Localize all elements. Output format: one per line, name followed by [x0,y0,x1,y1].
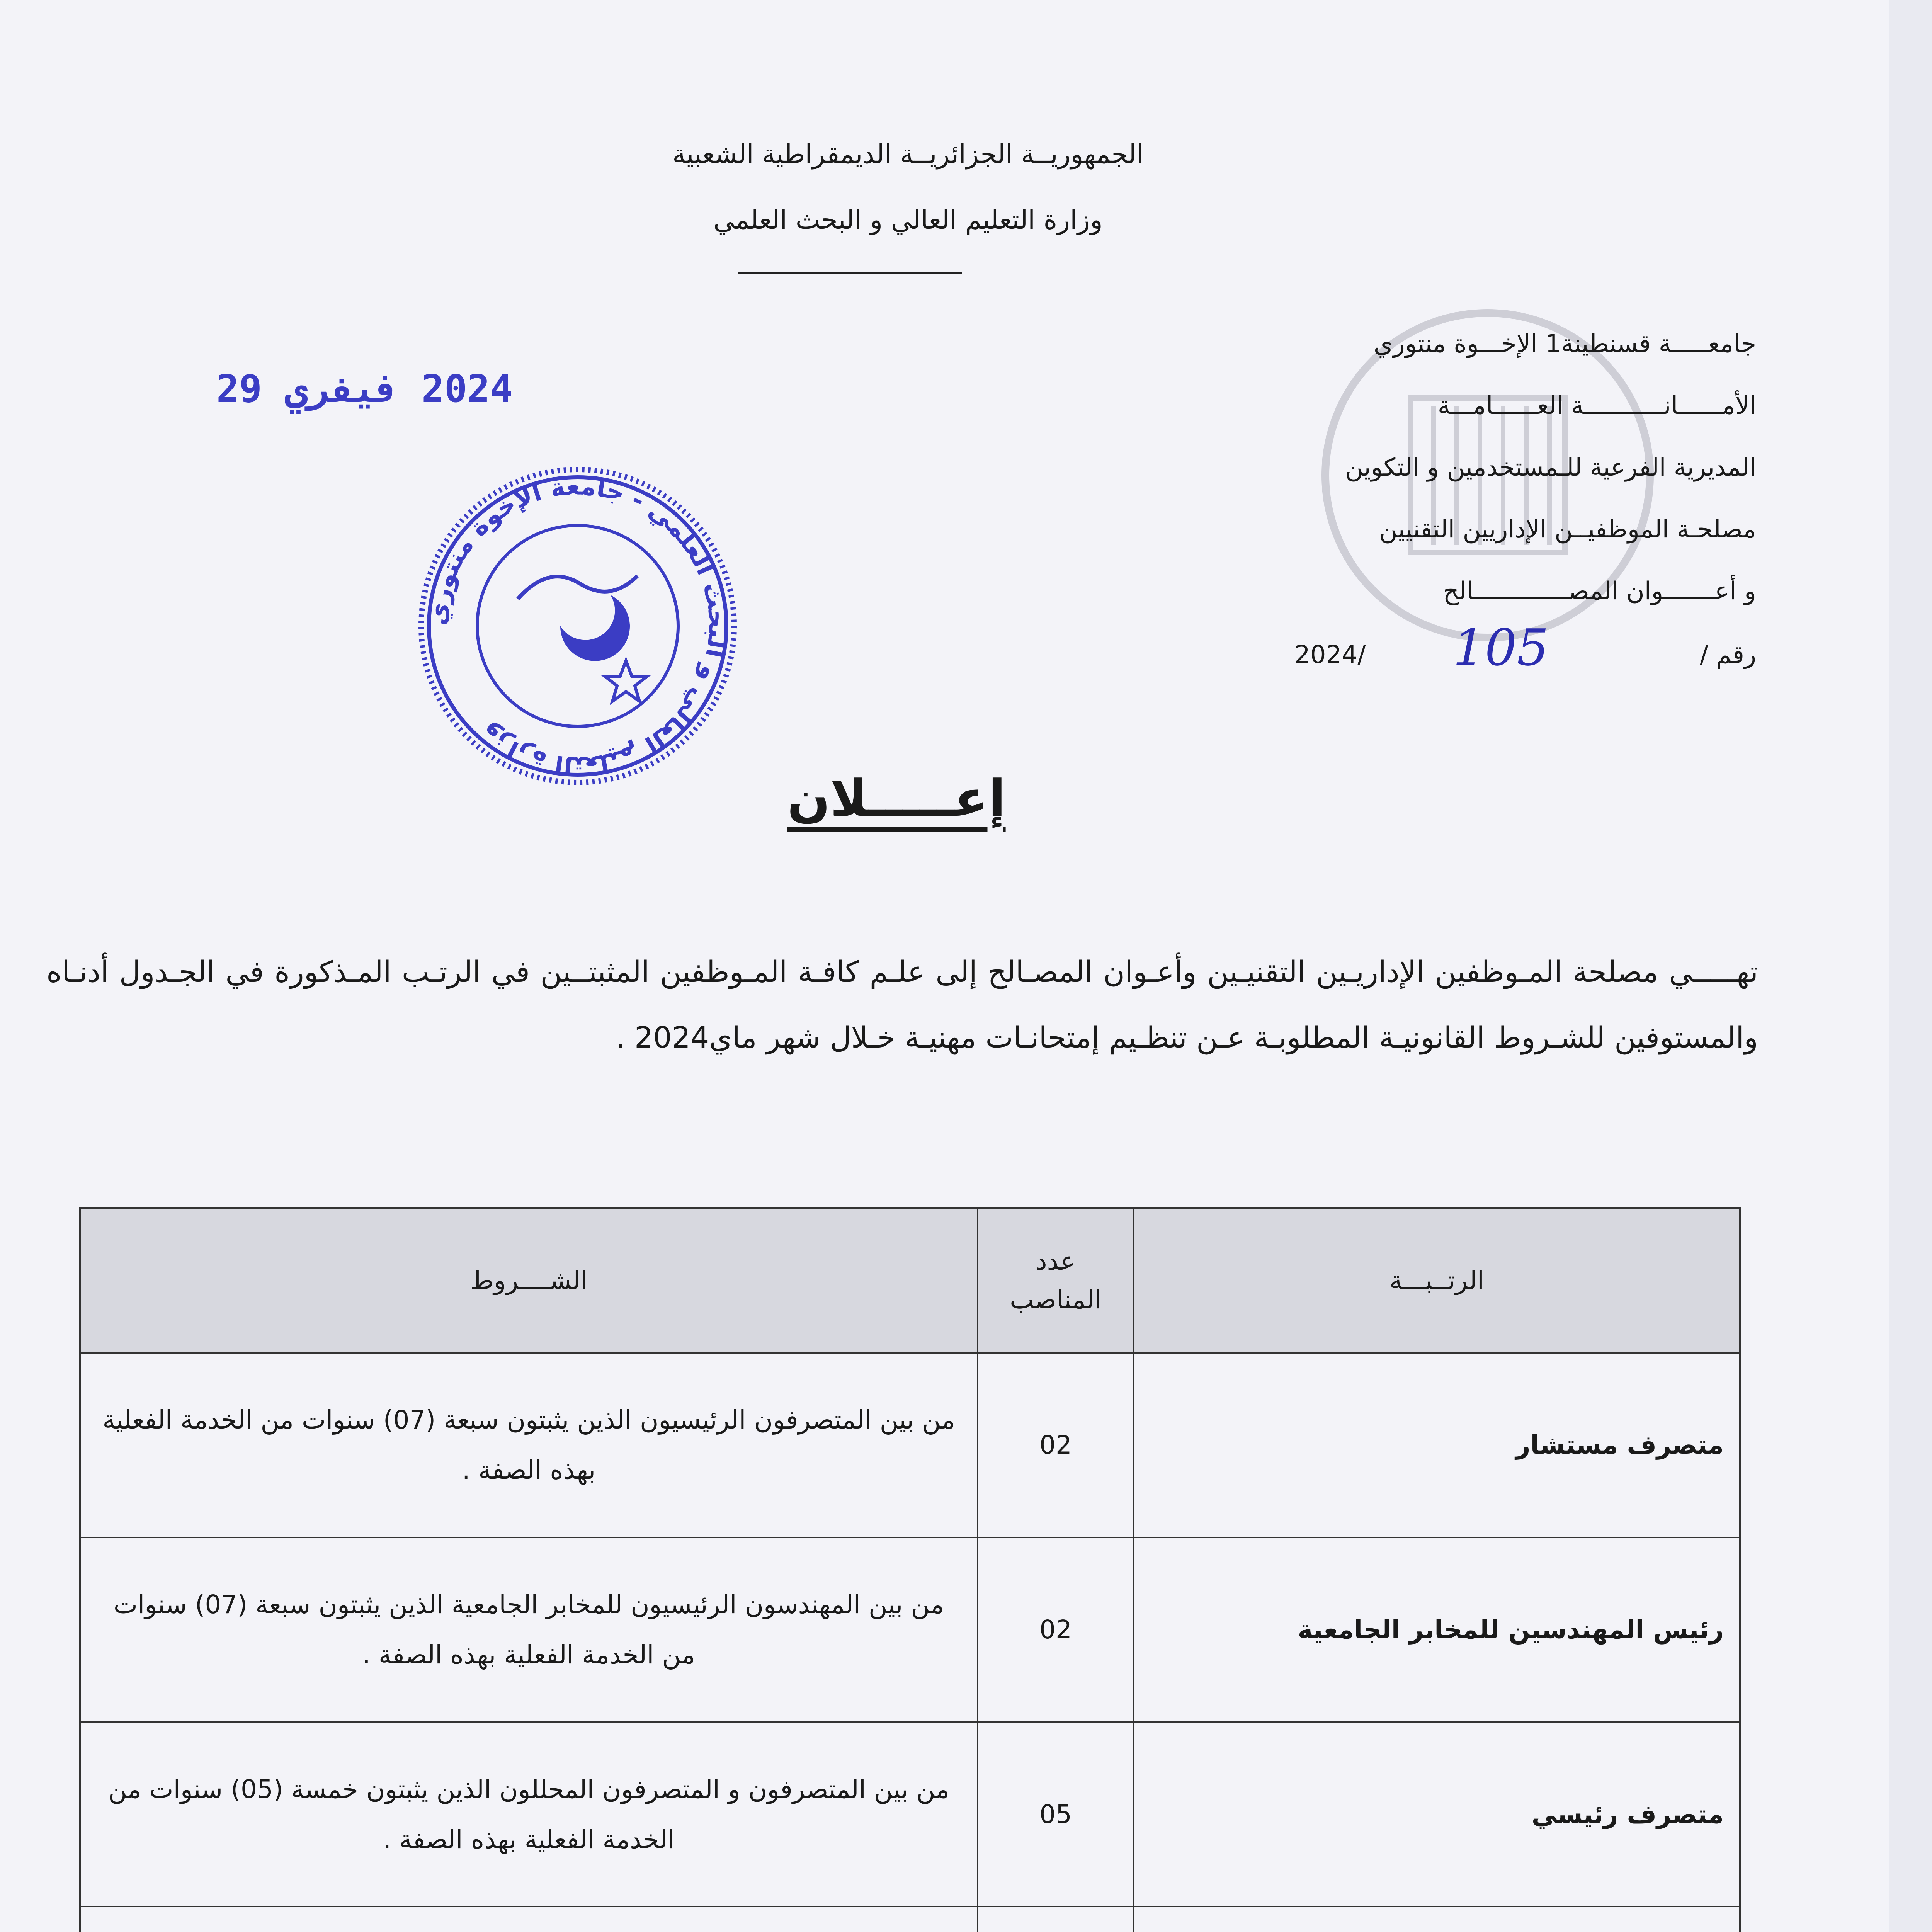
table-row [80,1353,1740,1537]
handwritten-number: 105 [1453,618,1549,677]
ref-general-secretariat: الأمــــــانـــــــــــة العــــــامـــة [1437,391,1756,420]
ref-year: 2024/ [1294,641,1366,669]
rank-cell [1134,1906,1740,1932]
ref-service: مصلحـة الموظفيــن الإداريين التقنيين [1379,515,1756,544]
table-row [80,1537,1740,1722]
conditions-cell: من بين المتصرفون الرئيسيون الذين يثبتون سبعة (07) سنوات من الخدمة الفعلية بهذه الصفة . [80,1353,978,1537]
conditions-cell: من بين المتصرفون و المتصرفون المحللون الذين يثبتون خمسة (05) سنوات من الخدمة الفعلية بهذه الصفة . [80,1722,978,1907]
posts-cell [978,1906,1134,1932]
official-seal [410,460,746,792]
rank-cell: متصرف رئيسي [1134,1722,1740,1907]
ref-service-cont: و أعـــــــوان المصـــــــــــــالح [1443,577,1756,605]
header-posts: عدد المناصب [978,1208,1134,1353]
header-conditions: الشــــروط [80,1208,978,1353]
conditions-cell [80,1906,978,1932]
announcement-title: إعـــــلان [787,769,1006,828]
republic-heading: الجمهوريــة الجزائريــة الديمقراطية الشعبية [672,139,1144,170]
table-row [80,1722,1740,1907]
posts-cell: 05 [978,1722,1134,1907]
ministry-heading: وزارة التعليم العالي و البحث العلمي [713,205,1103,235]
table-header-row [80,1208,1740,1353]
svg-text:وزارة التعليم العالي و البحث ا [423,472,732,780]
table-row [80,1906,1740,1932]
announcement-body: تهـــــي مصلحة المـوظفين الإداريـين التقنيـين وأعـوان المصـالح إلى علـم كافـة المـوظفين المثبتــين في الرتـب المـذكورة في الجـدول أدنـاه والمستوفين للشـروط القانونيـة المطلوبـة عـن تنظـيم إمتحانـات مهنيـة خـلال شهر ماي2024 . [46,954,1758,1054]
rank-cell: متصرف مستشار [1134,1353,1740,1537]
posts-cell: 02 [978,1353,1134,1537]
heading-divider [738,272,962,274]
ref-number-label: رقم / [1700,641,1756,669]
date-stamp: 2024 فيفري 29 [216,367,513,411]
posts-cell: 02 [978,1537,1134,1722]
header-rank: الرتــبـــة [1134,1208,1740,1353]
ref-university: جامعـــــة قسنطينة1 الإخـــوة منتوري [1373,330,1756,358]
conditions-cell: من بين المهندسون الرئيسيون للمخابر الجامعية الذين يثبتون سبعة (07) سنوات من الخدمة الفعلية بهذه الصفة . [80,1537,978,1722]
seal-text: وزارة التعليم العالي و البحث العلمي - جامعة الإخوة منتوري [423,472,732,780]
rank-cell: رئيس المهندسين للمخابر الجامعية [1134,1537,1740,1722]
ref-subdirectorate: المديرية الفرعية للـمستخدمين و التكوين [1345,453,1756,482]
grades-table [79,1208,1741,1932]
